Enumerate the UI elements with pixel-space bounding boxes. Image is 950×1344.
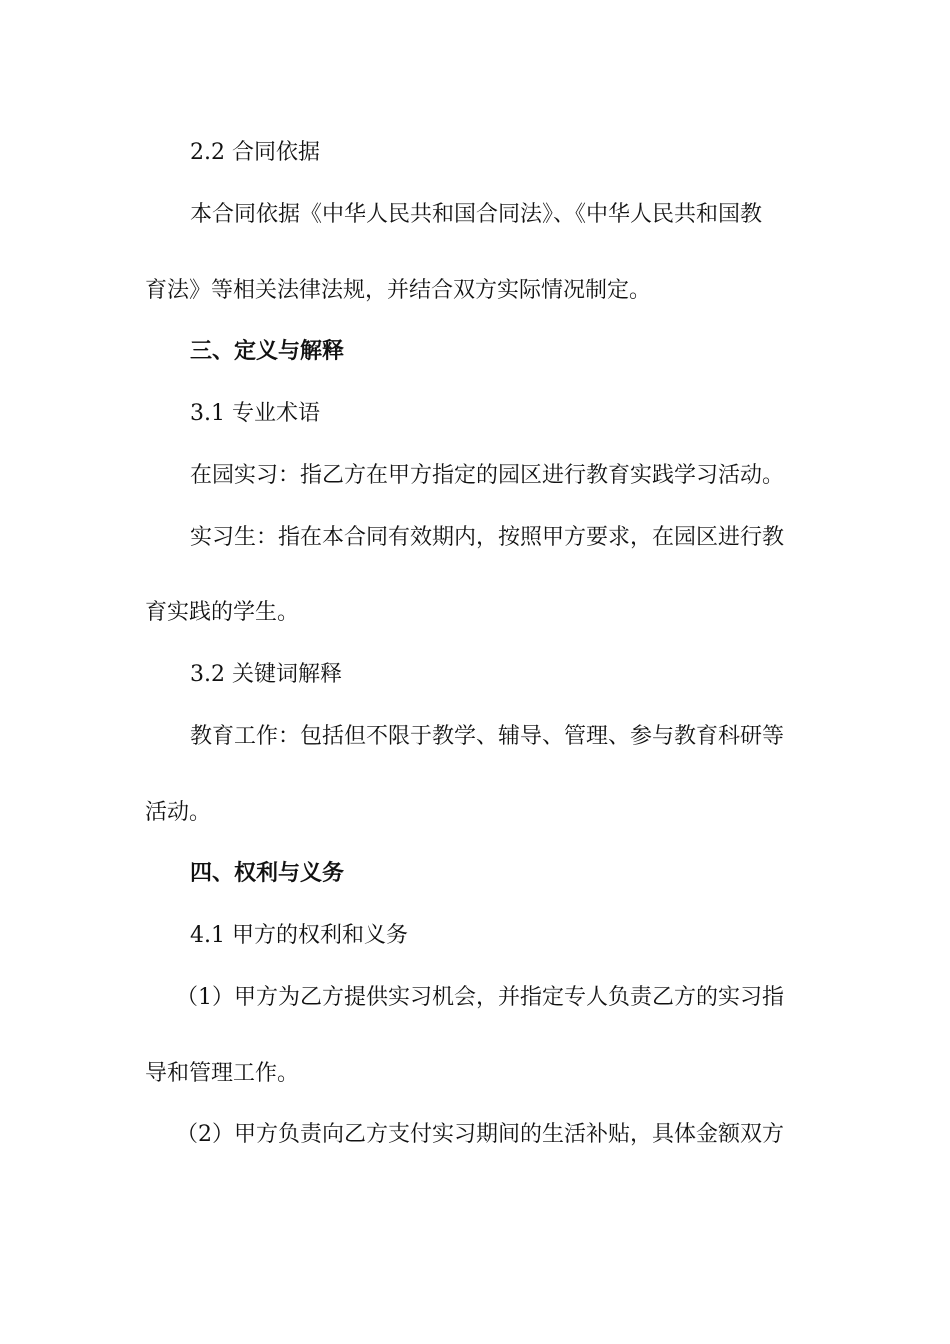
list-item-line: （1）甲方为乙方提供实习机会，并指定专人负责乙方的实习指 — [176, 985, 784, 1010]
subsection-heading-3-1: 3.1 专业术语 — [190, 401, 320, 426]
paragraph-line: 本合同依据《中华人民共和国合同法》、《中华人民共和国教 — [190, 202, 763, 227]
subsection-heading-3-2: 3.2 关键词解释 — [190, 662, 342, 687]
section-heading-3: 三、定义与解释 — [190, 339, 345, 364]
paragraph-line: 活动。 — [145, 800, 212, 825]
subsection-heading-2-2: 2.2 合同依据 — [190, 140, 320, 165]
paragraph-line: 实习生：指在本合同有效期内，按照甲方要求，在园区进行教 — [190, 525, 785, 550]
section-heading-4: 四、权利与义务 — [190, 861, 345, 886]
paragraph-line: 育法》等相关法律法规，并结合双方实际情况制定。 — [145, 278, 652, 303]
list-item-line: （2）甲方负责向乙方支付实习期间的生活补贴，具体金额双方 — [176, 1122, 784, 1147]
paragraph-line: 育实践的学生。 — [145, 600, 300, 625]
paragraph-line: 教育工作：包括但不限于教学、辅导、管理、参与教育科研等 — [190, 724, 785, 749]
list-item-line: 导和管理工作。 — [145, 1061, 300, 1086]
paragraph-line: 在园实习：指乙方在甲方指定的园区进行教育实践学习活动。 — [190, 463, 785, 488]
subsection-heading-4-1: 4.1 甲方的权利和义务 — [190, 923, 408, 948]
